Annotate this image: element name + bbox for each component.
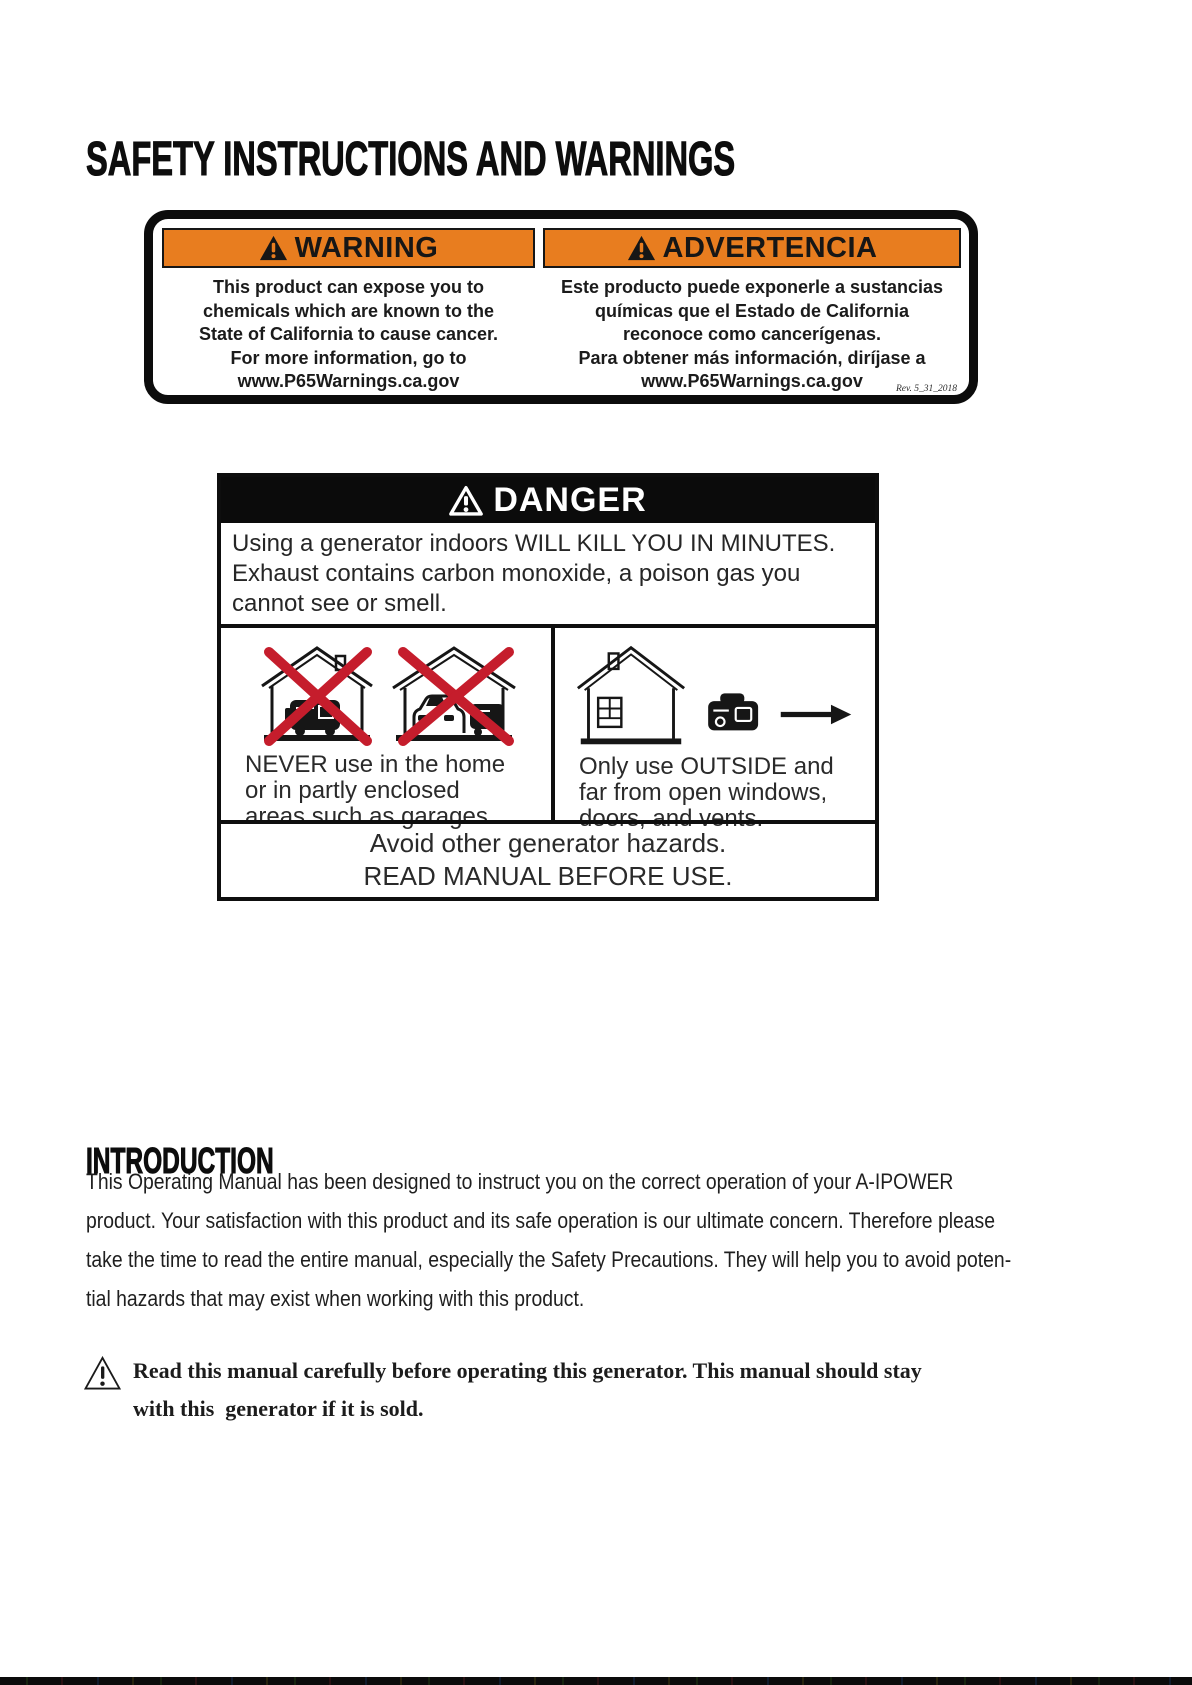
warning-triangle-icon [259,235,288,261]
revision-label: Rev. 5_31_2018 [895,384,957,394]
text-line: NEVER use in the home [245,751,506,778]
danger-triangle-icon [449,485,483,516]
prop65-warning-label [144,210,978,404]
outside-only-panel [555,628,875,832]
advertencia-header-label: ADVERTENCIA [662,231,878,264]
text-line: doors, and vents. [579,805,764,832]
no-generator-in-garage-icon [388,638,520,750]
prop65-warning-spanish [543,228,961,394]
never-indoors-images [231,638,545,750]
text-line: For more information, go to [230,347,467,368]
text-line: READ MANUAL BEFORE USE. [363,861,733,891]
text-line: take the time to read the entire manual, especially the Safety Precautions. They will help you to avoid poten- [86,1247,1012,1272]
text-line: areas such as garages. [245,803,495,830]
text-line: chemicals which are known to the [202,300,495,321]
warning-triangle-icon [627,235,656,261]
page-title: SAFETY INSTRUCTIONS AND WARNINGS [86,133,736,187]
text-line: Using a generator indoors WILL KILL YOU IN MINUTES. [232,530,836,557]
house-icon [573,638,689,752]
introduction-heading: INTRODUCTION [86,1139,274,1181]
p65-url: www.P65Warnings.ca.gov [237,371,460,391]
note-text [133,1352,922,1428]
danger-header-label: DANGER [493,480,647,519]
danger-footer [221,820,875,897]
text-line: Read this manual carefully before operating this generator. This manual should stay [133,1358,922,1383]
p65-url: www.P65Warnings.ca.gov [641,371,863,391]
advertencia-body [543,276,961,394]
text-line: reconoce como cancerígenas. [622,324,882,344]
arrow-right-icon [779,703,853,726]
text-line: cannot see or smell. [232,590,447,617]
text-line: product. Your satisfaction with this product and its safe operation is our ultimate concern. Therefore please [86,1208,996,1233]
text-line: Para obtener más información, diríjase a [578,347,926,368]
alert-triangle-icon [84,1356,121,1390]
never-indoors-panel [221,628,555,830]
danger-statement [221,523,875,628]
text-line: tial hazards that may exist when working with this product. [86,1286,585,1311]
danger-header [221,477,875,523]
danger-label [217,473,879,901]
outside-only-images [565,638,869,752]
introduction-paragraph [86,1162,1107,1318]
text-line: Este producto puede exponerle a sustancias [560,277,944,297]
text-line: or in partly enclosed [245,777,460,804]
text-line: This Operating Manual has been designed to instruct you on the correct operation of your A-IPOWER [86,1169,954,1194]
text-line: químicas que el Estado de California [594,300,910,321]
text-line: State of California to cause cancer. [198,324,499,344]
page-bottom-scan-artifact [0,1677,1192,1685]
read-manual-note [84,1352,922,1428]
text-line: far from open windows, [579,779,828,806]
advertencia-header [543,228,961,268]
text-line: with this generator if it is sold. [133,1396,424,1421]
text-line: Only use OUTSIDE and [579,753,834,780]
danger-pictograms [221,628,875,832]
text-line: This product can expose you to [212,277,485,297]
warning-header-label: WARNING [294,231,439,264]
prop65-warning-english [162,228,535,394]
warning-body [162,276,535,394]
no-generator-in-home-icon [256,638,378,750]
generator-icon [703,689,765,739]
text-line: Avoid other generator hazards. [369,828,727,858]
warning-header [162,228,535,268]
text-line: Exhaust contains carbon monoxide, a poison gas you [232,560,801,587]
